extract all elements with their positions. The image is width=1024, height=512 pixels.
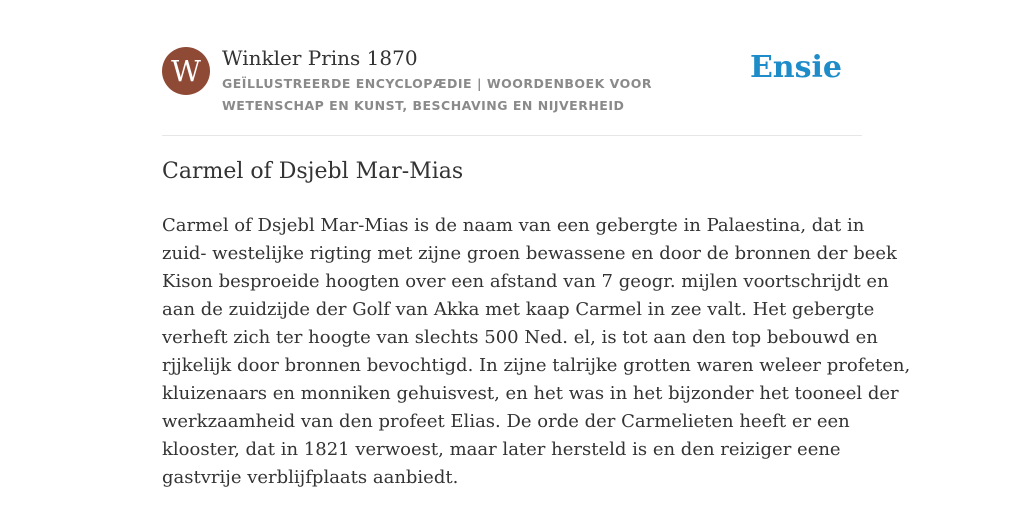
article-line: werkzaamheid van den profeet Elias. De orde der Carmelieten heeft er een — [162, 411, 850, 432]
article-line: Kison besproeide hoogten over een afstand van 7 geogr. mijlen voortschrijdt en — [162, 271, 889, 292]
article-line: aan de zuidzijde der Golf van Akka met kaap Carmel in zee valt. Het gebergte — [162, 299, 875, 320]
source-avatar[interactable]: W — [162, 47, 210, 95]
article-line: klooster, dat in 1821 verwoest, maar later hersteld is en den reiziger eene — [162, 439, 841, 460]
article-line: kluizenaars en monniken gehuisvest, en het was in het bijzonder het tooneel der — [162, 383, 899, 404]
article-line: Carmel of Dsjebl Mar-Mias is de naam van een gebergte in Palaestina, dat in — [162, 215, 865, 236]
article-title: Carmel of Dsjebl Mar-Mias — [162, 159, 464, 184]
source-title[interactable]: Winkler Prins 1870 — [222, 46, 418, 70]
source-header — [162, 44, 862, 124]
article-line: rjjkelijk door bronnen bevochtigd. In zijne talrijke grotten waren weleer profeten, — [162, 355, 911, 376]
article-line: gastvrije verblijfplaats aanbiedt. — [162, 467, 459, 488]
article-line: zuid- westelijke rigting met zijne groen bewassene en door de bronnen der beek — [162, 243, 897, 264]
ensie-logo[interactable]: Ensie — [749, 50, 842, 85]
header-divider — [162, 135, 862, 136]
source-subtitle: GEÏLLUSTREERDE ENCYCLOPÆDIE | WOORDENBOEK VOOR WETENSCHAP EN KUNST, BESCHAVING EN NIJVERHEID — [222, 76, 652, 113]
article-body — [162, 212, 911, 492]
article-line: verheft zich ter hoogte van slechts 500 Ned. el, is tot aan den top bebouwd en — [162, 327, 878, 348]
